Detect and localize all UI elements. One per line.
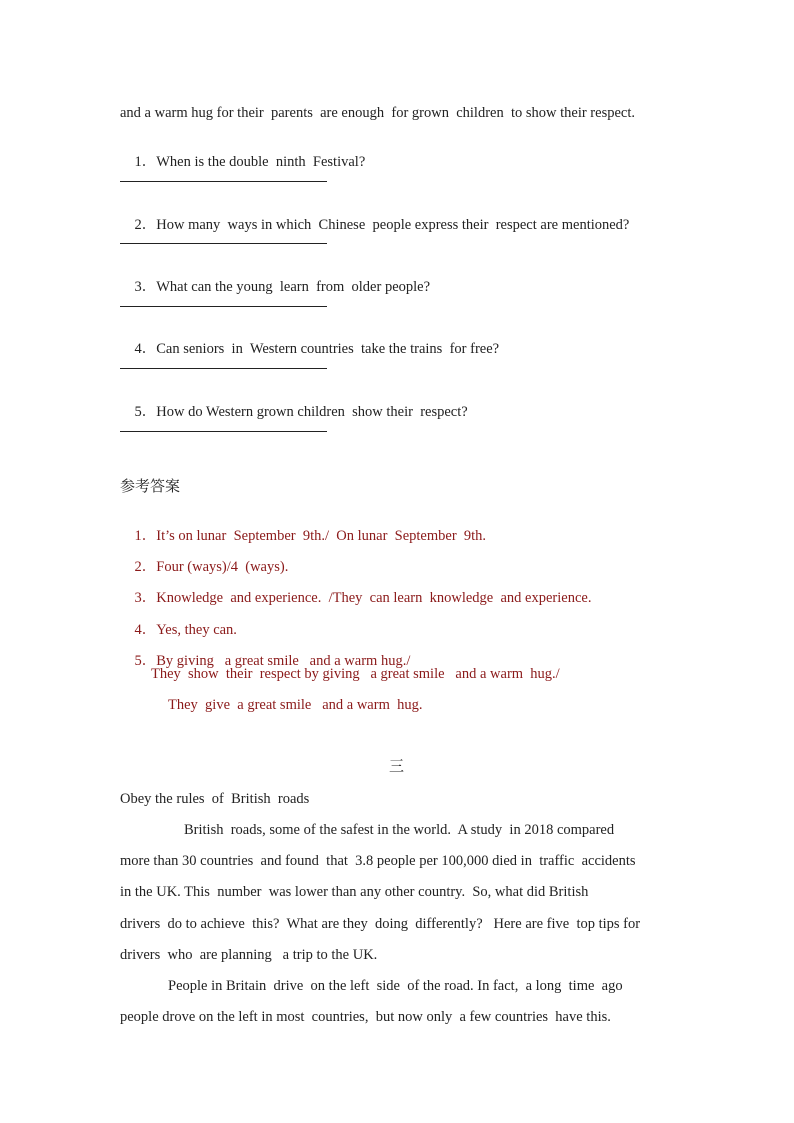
answer-number: 5． — [134, 653, 157, 669]
answer-number: 3． — [134, 590, 157, 606]
passage-line: People in Britain drive on the left side of the road. In fact, a long time ago — [168, 978, 623, 994]
answer-number: 2． — [134, 559, 157, 575]
answer-text: It’s on lunar September 9th./ On lunar September 9th. — [156, 528, 487, 544]
question-number: 3． — [134, 279, 157, 295]
answer-text: Four (ways)/4 (ways). — [156, 559, 289, 575]
passage-line: people drove on the left in most countries, but now only a few countries have this. — [120, 1009, 611, 1025]
question-text: How do Western grown children show their respect? — [156, 404, 468, 420]
answer-blank-line — [120, 243, 327, 244]
answer-blank-line — [120, 181, 327, 182]
question-text: How many ways in which Chinese people express their respect are mentioned? — [156, 217, 630, 233]
passage-line: more than 30 countries and found that 3.8 people per 100,000 died in traffic accidents — [120, 853, 636, 869]
answer-text: By giving a great smile and a warm hug./ — [156, 653, 411, 669]
passage-line: in the UK. This number was lower than any other country. So, what did British — [120, 884, 589, 900]
answer-blank-line — [120, 431, 327, 432]
passage-title: Obey the rules of British roads — [120, 791, 310, 807]
passage-line: drivers who are planning a trip to the UK. — [120, 947, 378, 963]
answer-text: Yes, they can. — [156, 622, 237, 638]
answer-text: Knowledge and experience. /They can learn knowledge and experience. — [156, 590, 592, 606]
passage-line: drivers do to achieve this? What are they doing differently? Here are five top tips for — [120, 916, 641, 932]
answer-number: 4． — [134, 622, 157, 638]
answers-heading: 参考答案 — [120, 479, 181, 495]
answer-blank-line — [120, 368, 327, 369]
question-number: 5． — [134, 404, 157, 420]
answer-number: 1． — [134, 528, 157, 544]
answer-blank-line — [120, 306, 327, 307]
question-text: When is the double ninth Festival? — [156, 154, 366, 170]
answer-5-alt-2: They give a great smile and a warm hug. — [168, 697, 423, 713]
question-number: 1． — [134, 154, 157, 170]
passage-line: British roads, some of the safest in the world. A study in 2018 compared — [184, 822, 615, 838]
answer-5-alt-1: They show their respect by giving a great smile and a warm hug./ — [151, 666, 560, 682]
section-number: 三 — [389, 759, 405, 775]
question-text: What can the young learn from older people? — [156, 279, 431, 295]
question-text: Can seniors in Western countries take the trains for free? — [156, 341, 500, 357]
question-number: 2． — [134, 217, 157, 233]
question-number: 4． — [134, 341, 157, 357]
intro-line: and a warm hug for their parents are enough for grown children to show their respect. — [120, 105, 635, 121]
